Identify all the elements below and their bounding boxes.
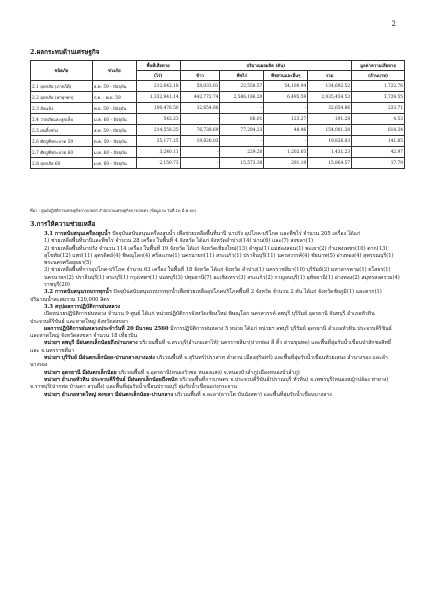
table-cell-type: 2.3 ภัยแล้ง (31, 103, 93, 114)
paragraph-3-1-text: ปัจจุบันสนับสนุนเครื่องสูบน้ำ เพื่อช่วยเหลือพื้นที่นาปี นาปรัง อุปโภค-บริโภค และพืชไร่ จำนวน 205 เครื่อง ได้แก่ (112, 231, 361, 237)
table-cell-value: 54,100.94 (264, 81, 308, 92)
table-cell-value: 32,654.86 (180, 103, 220, 114)
unit-heading: หน่วยฯ อำเภอหาดใหญ่ สงขลา มีฝนตกเล็กน้อย-ปานกลาง (44, 391, 173, 398)
table-cell-value: 3,729.55 (352, 92, 405, 103)
table-cell-value: 154,081.38 (308, 125, 352, 136)
table-cell-value: - (264, 136, 308, 147)
table-cell-value: 1,431.23 (308, 147, 352, 158)
col-value-unit: (ล้านบาท) (352, 71, 405, 81)
unit-text: บริเวณพื้นที่ จ.อุดรธานี(หนองวัวซอ หนองแสง) จ.หนองบัวลำภู(เมืองหนองบัวลำภู) (118, 369, 300, 376)
unit-item (30, 392, 400, 399)
table-cell-value: 229.20 (220, 147, 264, 158)
unit-heading: หน่วยฯ อุดรธานี มีฝนตกเล็กน้อย (44, 369, 117, 376)
table-cell-type: 2.2 อุทกภัย (พายุฯลฯ) (31, 92, 93, 103)
col-total: รวม (308, 71, 352, 81)
table-cell-value: 141.85 (352, 136, 405, 147)
rainmaking-result-heading: ผลการปฏิบัติการฝนหลวงประจำวันที่ 20 มีนาคม 2560 (44, 325, 169, 332)
table-row (31, 147, 405, 158)
col-quantity: ปริมาณผลผลิต (ตัน) (180, 61, 352, 71)
table-cell-period: ม.ค. 60 - ปัจจุบัน (92, 158, 136, 169)
paragraph-3-2 (30, 289, 400, 304)
table-cell-value: - (264, 103, 308, 114)
section-3-body (30, 231, 400, 399)
table-cell-value: 442,772.74 (180, 92, 220, 103)
table-cell-period: พ.ย. 59 - ปัจจุบัน (92, 103, 136, 114)
col-type: ชนิดภัย (31, 61, 93, 81)
unit-item (30, 370, 400, 377)
unit-text: บริเวณพื้นที่ จ.ยะลา(ธารโต บันนังสตา) และพื้นที่ลุ่มรับน้ำเขื่อนบางลาง (174, 391, 332, 398)
table-cell-value: 15,864.57 (308, 158, 352, 169)
table-cell-value: 3,240.11 (136, 147, 180, 158)
table-cell-period: ก.ย. - พ.ย. 59 (92, 92, 136, 103)
table-cell-type: 2.4 วาตภัยและลูกเห็บ (31, 114, 93, 125)
table-row (31, 125, 405, 136)
col-rice: ข้าว (180, 71, 220, 81)
table-cell-period: ต.ค. 59 - ปัจจุบัน (92, 136, 136, 147)
unit-item (30, 355, 400, 370)
rainmaking-result-text: มีการปฏิบัติการฝนหลวง 5 หน่วย ได้แก่ หน่วยฯ ลพบุรี บุรีรัมย์ อุดรธานี อำเภอหัวหิน ประจวบคีรีขันธ์ และหาดใหญ่ จังหวัดสงขลา จำนวน 18 เที่ยวบิน (30, 325, 392, 340)
table-source-note: ที่มา : ศูนย์ปฏิบัติการเศรษฐกิจการเกษตร สำนักงานเศรษฐกิจการเกษตร (ข้อมูล ณ วันที่ 16 มี.ค.60) (30, 208, 196, 213)
table-cell-value: 233.71 (352, 103, 405, 114)
table-cell-value: 58,033.01 (180, 81, 220, 92)
table-cell-value: 76,738.69 (180, 125, 220, 136)
table-cell-type: 2.1 อุทกภัย (ภาคใต้) (31, 81, 93, 92)
table-cell-type: 2.8 อุทกภัย 60 (31, 158, 93, 169)
unit-heading: หน่วยฯ ลพบุรี มีฝนตกเล็กน้อยถึงปานกลาง (44, 340, 138, 347)
table-cell-value: 291.19 (264, 158, 308, 169)
paragraph-3-2-text: ปัจจุบันสนับสนุนรถบรรทุกน้ำเพื่อช่วยเหลืออุปโภคบริโภคพื้นที่ 2 จังหวัด จำนวน 2 คัน ได้แก่ จังหวัดชัยภูมิ(1) และตาก(1) ปริมาณน้ำสะสมรวม 120,000 ลิตร (30, 289, 382, 303)
table-row (31, 81, 405, 92)
table-cell-value: 66.01 (220, 114, 264, 125)
table-cell-period: ธ.ค. 59 - ปัจจุบัน (92, 81, 136, 92)
table-cell-value: 191.28 (308, 114, 352, 125)
paragraph-3-1-heading: 3.1 การสนับสนุนเครื่องสูบน้ำ (44, 231, 111, 237)
table-cell-value: 19,826.03 (308, 136, 352, 147)
table-cell-value: 1,722.76 (352, 81, 405, 92)
table-cell-value: 4.53 (352, 114, 405, 125)
table-cell-value: 2,035,454.53 (308, 92, 352, 103)
col-value: มูลค่าความเสียหาย (352, 61, 405, 71)
table-cell-value: 1,202.03 (264, 147, 308, 158)
paragraph-3-2-heading: 3.2 การสนับสนุนรถบรรทุกน้ำ (44, 289, 112, 296)
table-cell-value: 134,692.52 (308, 81, 352, 92)
table-cell-value: 15,573.38 (220, 158, 264, 169)
table-row (31, 114, 405, 125)
table-row (31, 136, 405, 147)
paragraph-3-3-text: เปิดหน่วยปฏิบัติการฝนหลวง จำนวน 9 ศูนย์ ได้แก่ หน่วยปฏิบัติการจังหวัดเชียงใหม่ พิษณุโลก นครสวรรค์ ลพบุรี บุรีรัมย์ อุดรธานี จันทบุรี อำเภอหัวหิน ประจวบคีรีขันธ์ และหาดใหญ่ จังหวัดสงขลา (30, 311, 375, 325)
table-cell-value: - (180, 114, 220, 125)
table-cell-value: - (180, 158, 220, 169)
col-hort: พืชสวนและอื่นๆ (264, 71, 308, 81)
table-cell-period: ม.ค. 60 - ปัจจุบัน (92, 147, 136, 158)
table-cell-value: 48.46 (264, 125, 308, 136)
col-field: พืชไร่ (220, 71, 264, 81)
table-cell-value: 214,558.25 (136, 125, 180, 136)
table-cell-value: 77,294.23 (220, 125, 264, 136)
pump-item: 1) ช่วยเหลือพื้นที่นาปีและพืชไร่ จำนวน 28 เครื่อง ในพื้นที่ 4 จังหวัด ได้แก่ จังหวัดลำปาง(14) น่าน(6) และ(7) สงขลา(1) (44, 238, 314, 245)
section-3-title: 3.การให้ความช่วยเหลือ (30, 221, 96, 228)
table-cell-value: 22,558.57 (220, 81, 264, 92)
table-cell-value: - (220, 103, 264, 114)
table-row (31, 158, 405, 169)
table-cell-value: - (180, 147, 220, 158)
unit-item (30, 340, 400, 355)
table-cell-value: 542.23 (136, 114, 180, 125)
table-cell-value: 19,826.03 (180, 136, 220, 147)
unit-text: บริเวณพื้นที่การเกษตร จ.ประจวบคีรีขันธ์(ปราณบุรี หัวหิน) จ.เพชรบุรี(หนองหญ้าปล้อง ท่ายาง) จ.ราชบุรี(ปากท่อ บ้านคา สวนผึ้ง) และพื้นที่ลุ่มรับน้ำเขื่อนปราณบุรี ลุ่มรับน้ำเขื่อนแก่งกระจาน (30, 376, 389, 391)
table-cell-value: 614.34 (352, 125, 405, 136)
table-cell-value: 2,586,186.20 (220, 92, 264, 103)
table-cell-value: 100,476.50 (136, 103, 180, 114)
table-cell-value: 123.27 (264, 114, 308, 125)
table-cell-type: 2.6 ศัตรูพืชระบาด 59 (31, 136, 93, 147)
table-cell-value: 17.79 (352, 158, 405, 169)
unit-item (30, 377, 400, 392)
unit-heading: หน่วยฯ บุรีรัมย์ มีฝนตกเล็กน้อย-ปานกลางบางแห่ง (44, 355, 155, 362)
table-cell-period: ส.ค. 59 - ปัจจุบัน (92, 125, 136, 136)
pump-item: 2) ช่วยเหลือพื้นที่นาปรัง จำนวน 114 เครื่อง ในพื้นที่ 19 จังหวัด ได้แก่ จังหวัดเชียงใหม่(13) ลำพูน(1) แม่ฮ่องสอน(1) พะเยา(2) กำแพงเพชร(10) ตาก(13) สุโขทัย(12) แพร่(11) อุตรดิตถ์(4) พิษณุโลก(4) ศรีสะเกษ(1) นครนายก(11) สระแก้ว(1) ปราจีนบุรี(11) นครสวรรค์(4) ชัยนาท(5) อ่างทอง(4) สุพรรณบุรี(1) พระนครศรีอยุธยา(5) (44, 245, 394, 267)
table-cell-value: - (220, 136, 264, 147)
table-cell-value: 1,332,941.14 (136, 92, 180, 103)
table-cell-value: 35,177.25 (136, 136, 180, 147)
col-period: ช่วงภัย (92, 61, 136, 81)
rainmaking-result (30, 326, 400, 341)
table-cell-type: 2.7 ศัตรูพืชระบาด 60 (31, 147, 93, 158)
table-cell-value: 32,654.86 (308, 103, 352, 114)
table-row (31, 92, 405, 103)
table-cell-value: 6,495.59 (264, 92, 308, 103)
page-number: 2 (391, 20, 396, 28)
table-cell-value: 212,642.18 (136, 81, 180, 92)
unit-text: บริเวณพื้นที่ จ.สระบุรี(อำเภอเสาไห้) นครราชสีมา(ปากช่อง สี่ คิ้ว ด่านขุนทด) และพื้นที่ลุ่มรับน้ำเขื่อนป่าสักชลสิทธิ์ และ จ.นครราชสีมา (30, 340, 392, 354)
section-2-title: 2.ผลกระทบด้านเศรษฐกิจ (30, 49, 100, 56)
col-area: พื้นที่เสียหาย (136, 61, 180, 71)
table-row (31, 103, 405, 114)
unit-text: บริเวณพื้นที่ จ.สุรินทร์(ปราสาท ลำดวน เมืองสุรินทร์) และพื้นที่ลุ่มรับน้ำเขื่อนห้วยเสนง ลำนางรอง และลำนางรอง (30, 355, 388, 369)
pump-item: 3) ช่วยเหลือพื้นที่การอุปโภค-บริโภค จำนวน 63 เครื่อง ในพื้นที่ 18 จังหวัด ได้แก่ จังหวัด ลำปาง(1) นครราชสีมา(10) บุรีรัมย์(2) มหาสารคาม(1) ยโสธร(1) นครนายก(2) ปราจีนบุรี(1) สระบุรี(1) กรุงเทพฯ(1) นนทบุรี(3) ปทุมธานี(7) ฉะเชิงเทรา(3) สระแก้ว(2) กาญจนบุรี(1) อุทัยธานี(1) อ่างทอง(2) สมุทรสงคราม(4) ราชบุรี(20) (44, 267, 400, 289)
table-cell-value: 2,150.73 (136, 158, 180, 169)
damage-table (30, 60, 405, 169)
table-cell-period: ม.ค. 60 - ปัจจุบัน (92, 114, 136, 125)
table-cell-value: 42.97 (352, 147, 405, 158)
table-cell-type: 2.5 ฝนทิ้งช่วง (31, 125, 93, 136)
paragraph-3-3-heading: 3.3 สรุปผลการปฏิบัติการฝนหลวง (44, 303, 121, 310)
unit-heading: หน่วยฯ อำเภอหัวหิน ประจวบคีรีขันธ์ มีฝนตกเล็กน้อยถึงหนัก (44, 376, 178, 383)
col-area-unit: (ไร่) (136, 71, 180, 81)
